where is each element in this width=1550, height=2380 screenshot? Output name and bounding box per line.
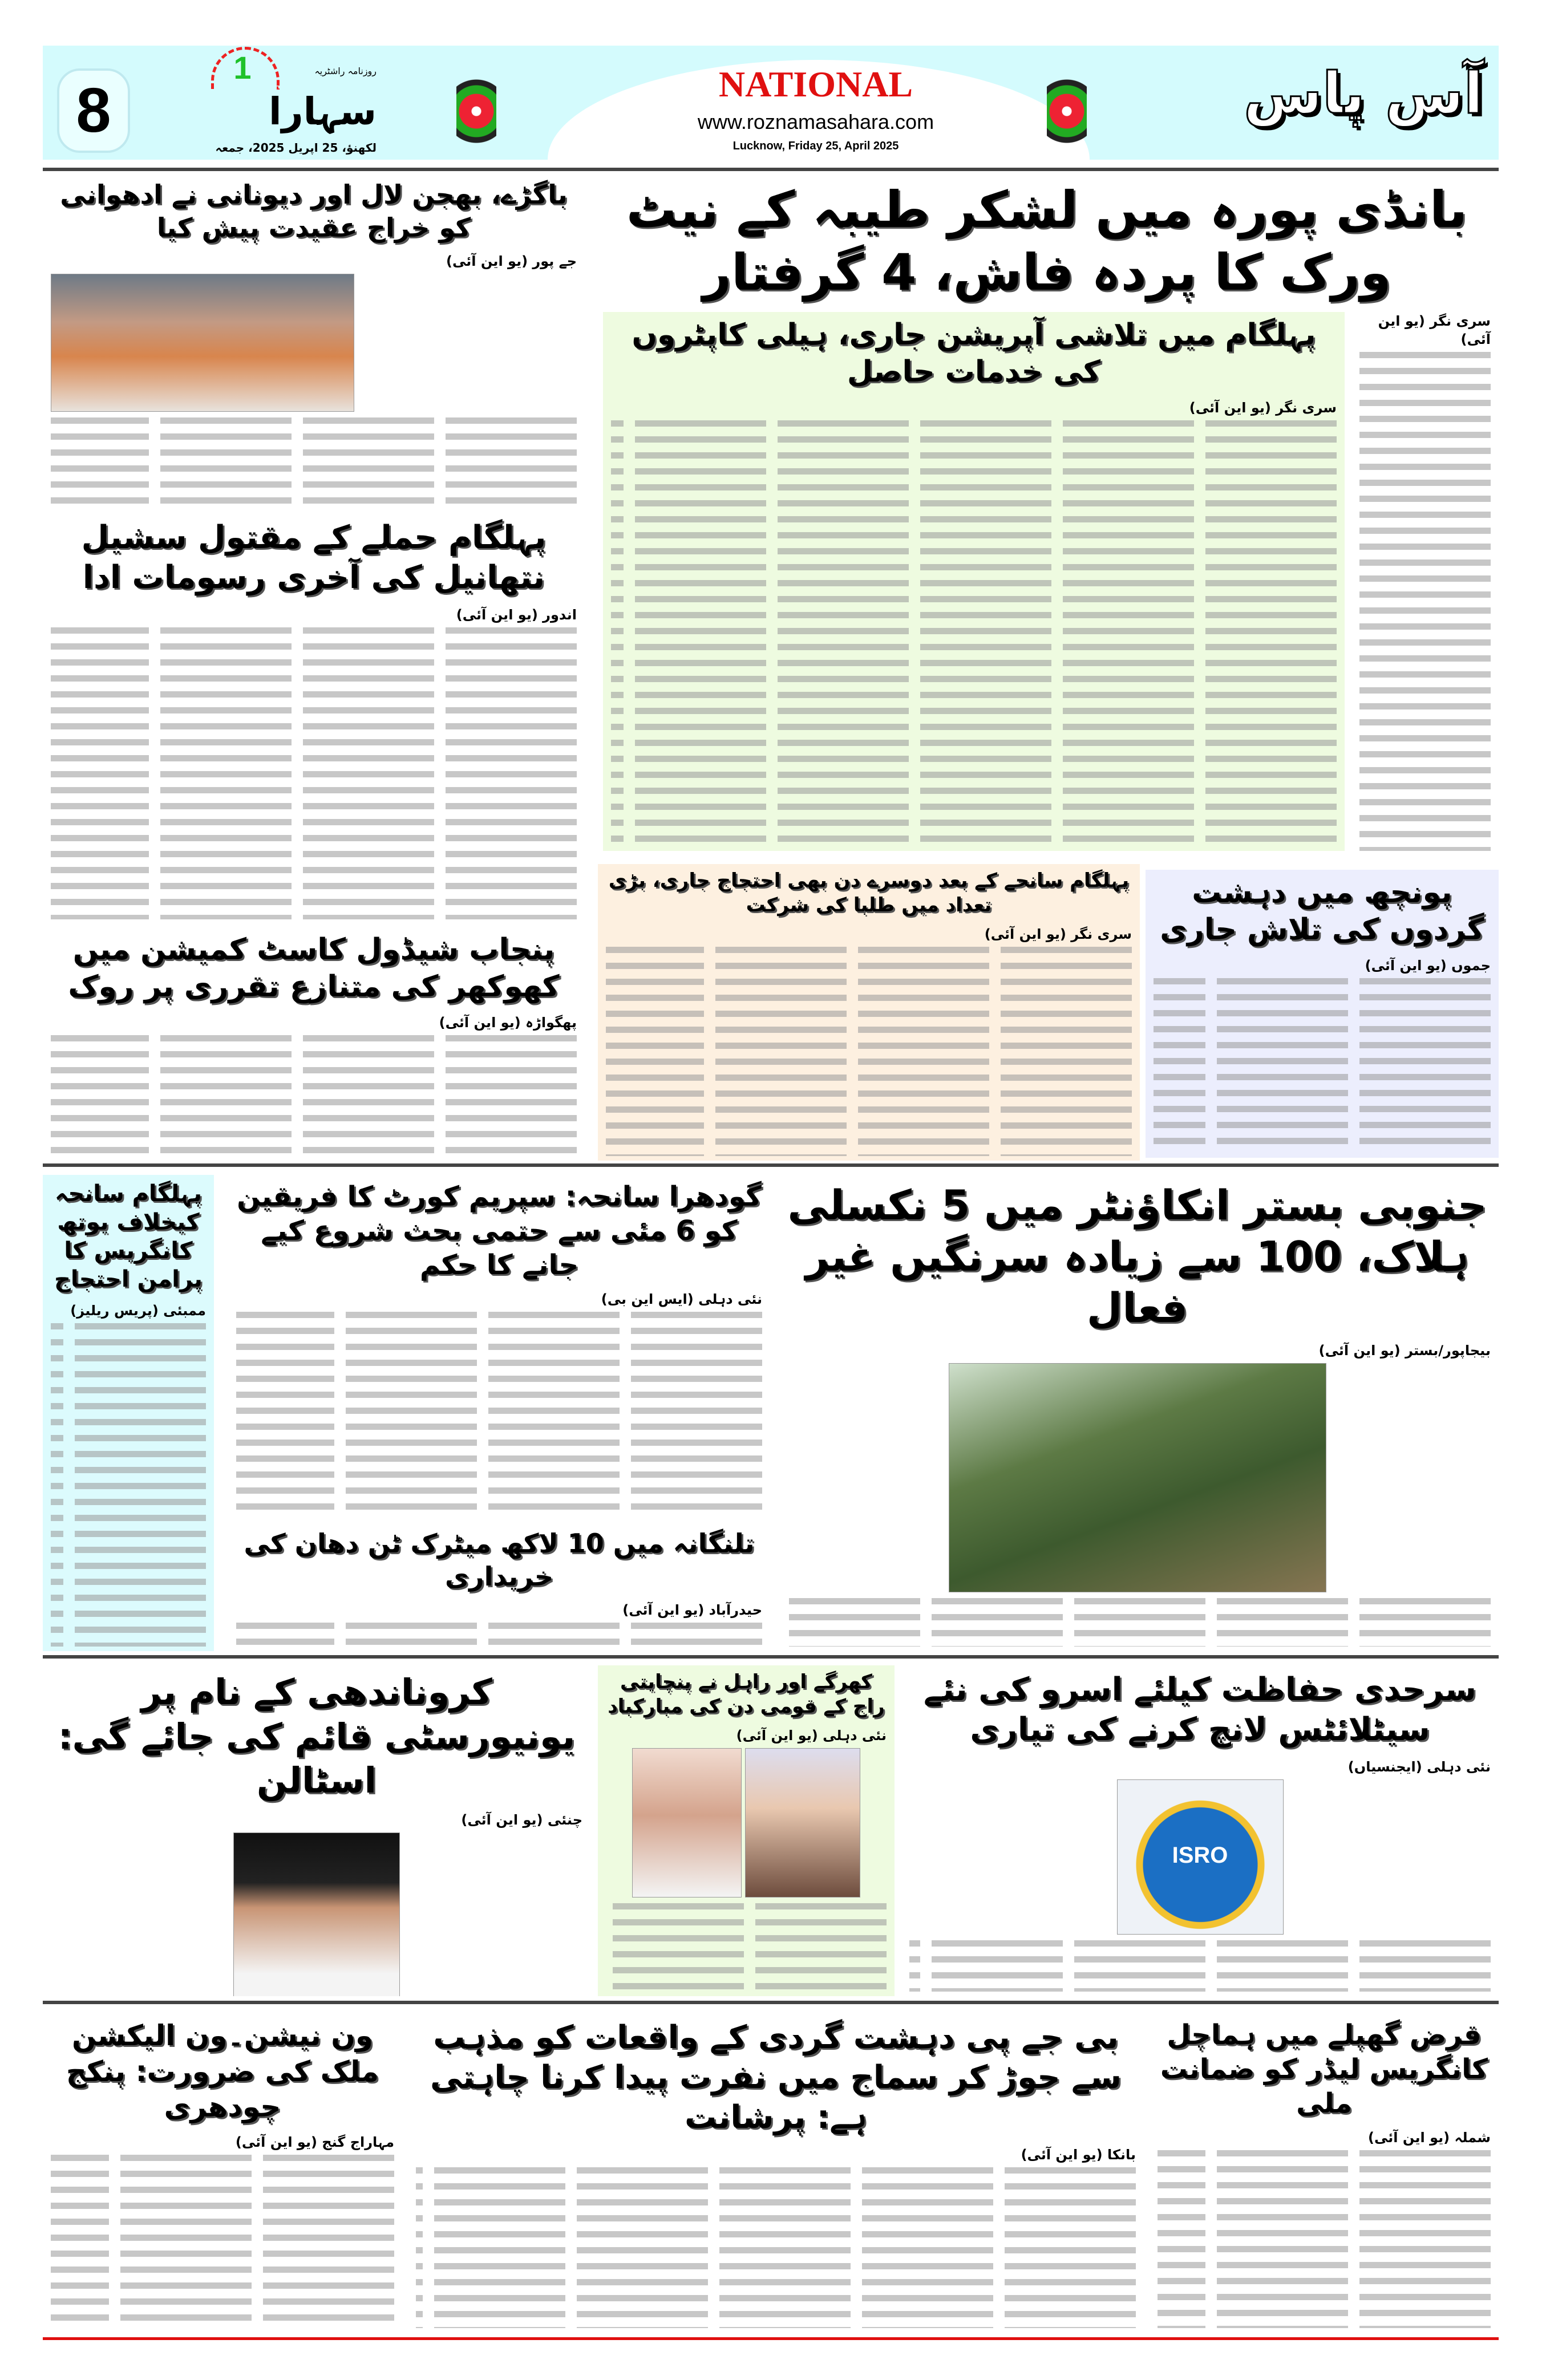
dateline: نئی دہلی (یو این آئی)	[736, 1728, 887, 1744]
photo-group	[784, 1363, 1491, 1592]
headline[interactable]: گودھرا سانحہ: سپریم کورٹ کا فریقین کو 6 مئی سے حتمی بحث شروع کیے جانے کا حکم	[237, 1181, 762, 1281]
article-body	[1158, 2150, 1491, 2328]
story-protest	[598, 864, 1140, 1161]
headline[interactable]: بانڈی پورہ میں لشکر طیبہ کے نیٹ ورک کا پردہ فاش، 4 گرفتار	[626, 180, 1468, 302]
anniversary-number: 1	[233, 50, 252, 86]
dateline: حیدرآباد (یو این آئی)	[622, 1602, 762, 1618]
article-body	[606, 1903, 887, 1992]
isro-logo-text: ISRO	[1172, 1843, 1228, 1868]
dateline: پھگواڑہ (یو این آئی)	[439, 1015, 577, 1031]
dateline: جے پور (یو این آئی)	[446, 253, 577, 269]
headline[interactable]: پہلگام حملے کے مقتول سشیل نتھانیل کی آخری رسومات ادا	[81, 519, 547, 596]
photo-group	[51, 274, 577, 412]
article-body	[909, 1940, 1491, 1992]
article-body	[51, 2155, 394, 2329]
footer-rule	[43, 2337, 1499, 2340]
divider	[43, 168, 1499, 171]
article-body	[236, 1623, 762, 1647]
story-pahalgam-search	[603, 312, 1345, 851]
photo-tribute	[51, 274, 354, 412]
dateline: نئی دہلی (ایجنسیاں)	[1347, 1759, 1491, 1775]
divider	[43, 2001, 1499, 2004]
headline[interactable]: سرحدی حفاظت کیلئے اسرو کی نئے سیٹلائٹس لانچ کرنے کی تیاری	[924, 1671, 1476, 1748]
dateline: بیجاپور/بستر (یو این آئی)	[1318, 1343, 1491, 1359]
dateline: نئی دہلی (ایس این بی)	[601, 1291, 762, 1307]
story-kharge	[598, 1665, 895, 1996]
starburst-icon	[1047, 74, 1087, 148]
story-sushil	[43, 513, 585, 924]
dateline: سری نگر (یو این آئی)	[984, 926, 1132, 942]
headline[interactable]: قرض گھپلے میں ہماچل کانگریس لیڈر کو ضمانت ملی	[1160, 2019, 1488, 2119]
article-body	[416, 2167, 1136, 2328]
headline[interactable]: پونچھ میں دہشت گردوں کی تلاش جاری	[1160, 875, 1484, 947]
story-isro	[901, 1665, 1499, 1996]
headline[interactable]: پہلگام میں تلاشی آپریشن جاری، ہیلی کاپٹروں کی خدمات حاصل	[632, 318, 1316, 389]
headline[interactable]: باگڑے، بھجن لال اور دیونانی نے ادھوانی کو خراج عقیدت پیش کیا	[60, 179, 568, 243]
photo-stalin	[233, 1832, 400, 1997]
article-body	[611, 420, 1337, 846]
story-one-nation	[43, 2013, 402, 2333]
paper-logo: سہارا	[269, 90, 377, 133]
headline[interactable]: کروناندھی کے نام پر یونیورسٹی قائم کی جائے گی: اسٹالن	[58, 1671, 576, 1801]
article-body	[1154, 978, 1491, 1153]
divider	[43, 1163, 1499, 1167]
headline[interactable]: تلنگانہ میں 10 لاکھ میٹرک ٹن دھان کی خریداری	[244, 1528, 755, 1592]
article-body	[51, 1035, 577, 1156]
story-godhra	[228, 1175, 770, 1523]
article-body	[51, 627, 577, 919]
article-body	[606, 947, 1132, 1156]
bandipora-column	[1354, 312, 1491, 851]
dateline: مہاراج گنج (یو این آئی)	[235, 2134, 394, 2150]
story-poonch	[1146, 870, 1499, 1158]
photo-kharge	[632, 1748, 742, 1897]
headline[interactable]: کھرگے اور راہل نے پنچایتی راج کے قومی دن کی مبارکباد	[608, 1671, 885, 1718]
photo-soldiers	[949, 1363, 1326, 1592]
story-bandipora	[595, 174, 1499, 855]
dateline: سری نگر (یو این آئی)	[1378, 313, 1491, 347]
story-bagde	[43, 174, 585, 510]
region-title: آس پاس	[1243, 60, 1483, 127]
photo-rahul	[745, 1748, 860, 1897]
bandipora-content	[603, 312, 1491, 851]
article-body	[51, 1323, 206, 1647]
dateline: چنئی (یو این آئی)	[461, 1811, 582, 1828]
article-body	[784, 1598, 1491, 1647]
headline[interactable]: پنجاب شیڈول کاسٹ کمیشن میں کھوکھر کی متنازع تقرری پر روک	[68, 932, 560, 1004]
story-youth-congress	[43, 1175, 214, 1651]
article-body	[236, 1312, 762, 1518]
photo-group	[51, 1832, 582, 1997]
headline[interactable]: بی جے پی دہشت گردی کے واقعات کو مذہب سے جوڑ کر سماج میں نفرت پیدا کرنا چاہتی ہے: پرشانت	[430, 2019, 1122, 2136]
story-bjp	[408, 2013, 1144, 2333]
urdu-date: لکھنؤ، 25 اپریل 2025، جمعہ	[215, 141, 377, 155]
story-bastar	[776, 1175, 1499, 1651]
photo-group	[909, 1779, 1491, 1935]
headline[interactable]: پہلگام سانحے کے بعد دوسرے دن بھی احتجاج جاری، بڑی تعداد میں طلبا کی شرکت	[608, 869, 1130, 917]
headline[interactable]: پہلگام سانحہ کیخلاف یوتھ کانگریس کا پرامن احتجاج	[54, 1181, 203, 1292]
dateline: شملہ (یو این آئی)	[1368, 2130, 1491, 2146]
dateline: سری نگر (یو این آئی)	[1189, 400, 1337, 416]
headline[interactable]: جنوبی بستر انکاؤنٹر میں 5 نکسلی ہلاک، 100 سے زیادہ سرنگیں غیر فعال	[787, 1181, 1487, 1332]
photo-group	[606, 1748, 887, 1897]
dateline: جموں (یو این آئی)	[1365, 958, 1491, 974]
divider	[43, 1655, 1499, 1659]
dateline: اندور (یو این آئی)	[456, 607, 577, 623]
paper-tagline: روزنامہ راشٹریہ	[314, 66, 377, 76]
page-number: 8	[57, 68, 130, 153]
story-karunanidhi	[43, 1665, 590, 1996]
headline[interactable]: ون نیشن۔ون الیکشن ملک کی ضرورت: پنکج چودھری	[66, 2019, 379, 2123]
website-link[interactable]: www.roznamasahara.com	[697, 110, 934, 133]
dateline: بانکا (یو این آئی)	[1021, 2147, 1136, 2163]
isro-logo	[1117, 1779, 1284, 1935]
dateline: ممبئی (پریس ریلیز)	[70, 1303, 206, 1319]
story-punjab	[43, 927, 585, 1161]
starburst-icon	[456, 74, 496, 148]
story-himachal	[1150, 2013, 1499, 2333]
story-telangana	[228, 1523, 770, 1651]
article-body	[1354, 352, 1491, 851]
english-date: Lucknow, Friday 25, April 2025	[732, 140, 899, 152]
section-title: NATIONAL	[718, 64, 913, 104]
article-body	[51, 417, 577, 506]
